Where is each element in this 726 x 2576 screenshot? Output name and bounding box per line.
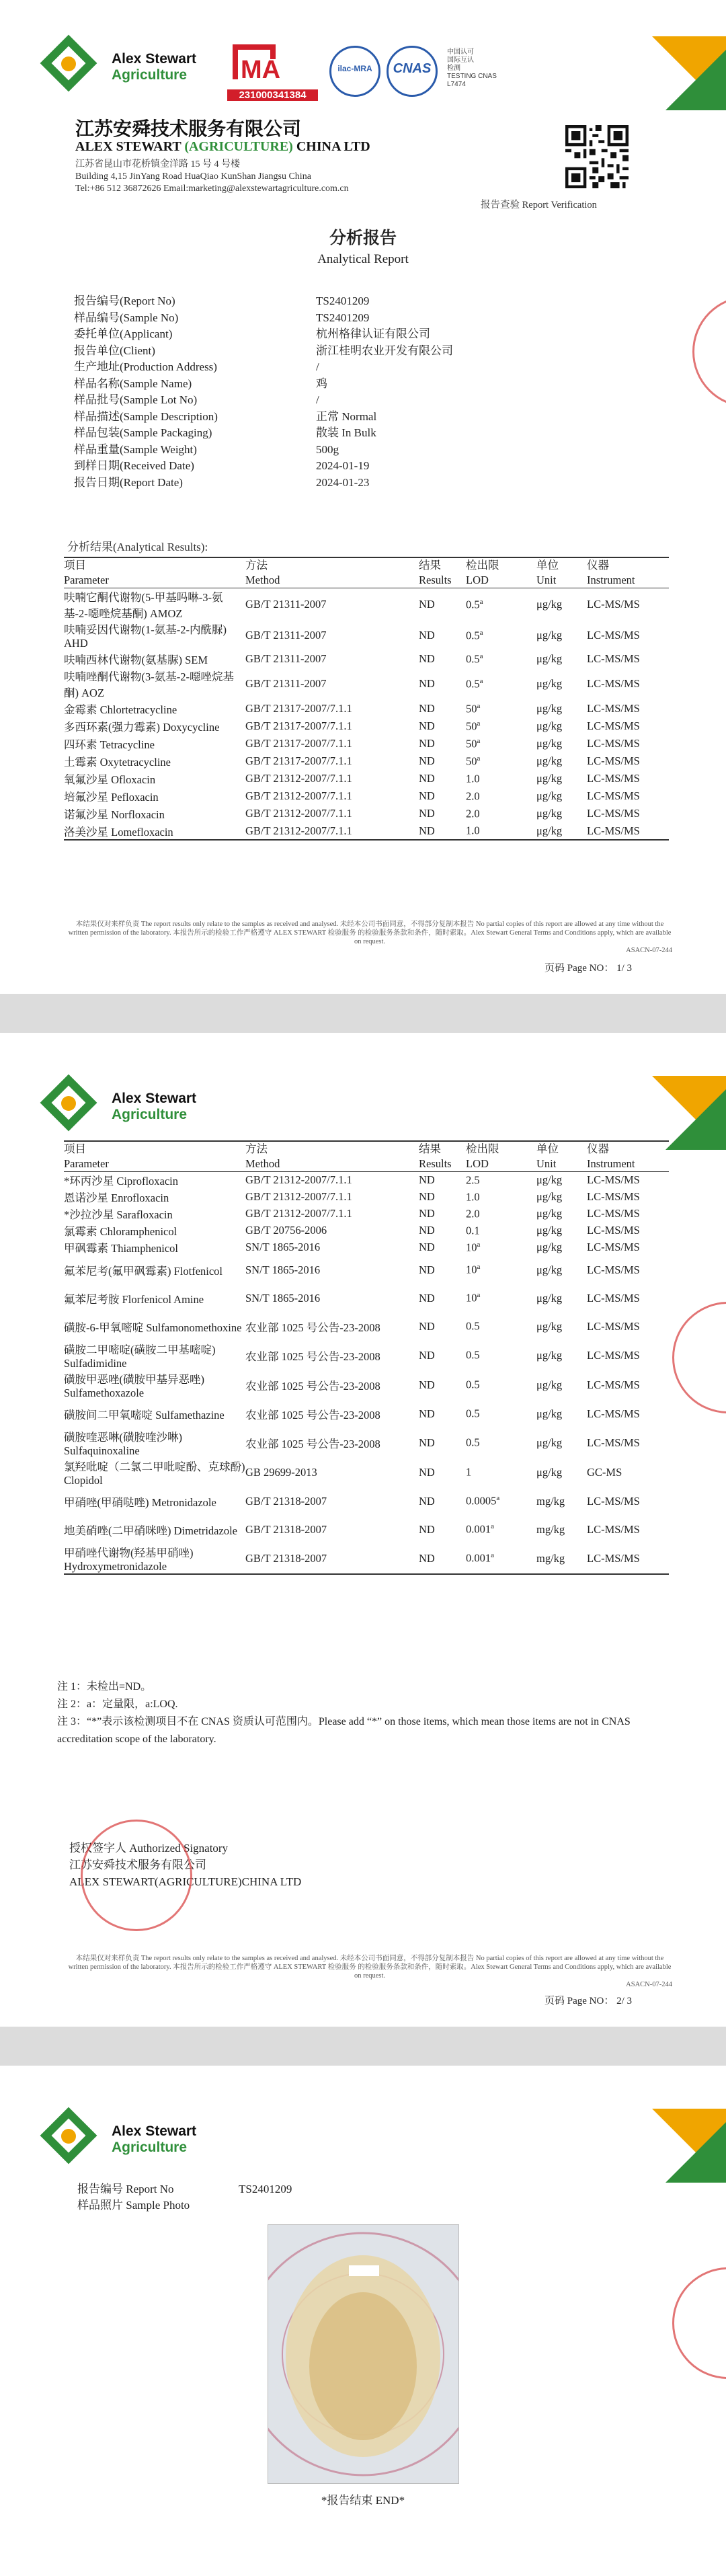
alex-stewart-logo: Alex Stewart Agriculture xyxy=(46,36,200,97)
table-cell: 0.5 xyxy=(466,1319,480,1333)
table-cell: 0.5$^a$ xyxy=(466,628,483,642)
table-cell: GB/T 21312-2007/7.1.1 xyxy=(245,1173,352,1187)
report-info-fields xyxy=(74,293,453,491)
table-cell: GB/T 21312-2007/7.1.1 xyxy=(245,807,352,820)
contact-line: Tel:+86 512 36872626 Email:marketing@alexstewartagriculture.com.cn xyxy=(75,184,349,194)
report-page-2 xyxy=(0,1033,726,2027)
table-cell: 农业部 1025 号公告-23-2008 xyxy=(245,1437,380,1450)
table-cell: ND xyxy=(419,754,435,767)
info-key: 样品描述(Sample Description) xyxy=(74,409,218,423)
official-seal-stamp xyxy=(81,1820,192,1931)
table-cell: LC-MS/MS xyxy=(587,789,640,802)
table-row xyxy=(64,1313,669,1341)
table-cell: 甲硝唑(甲硝哒唑) Metronidazole xyxy=(64,1495,216,1509)
info-key: 样品编号(Sample No) xyxy=(74,311,179,324)
address-en: Building 4,15 JinYang Road HuaQiao KunShan Jiangsu China xyxy=(75,171,311,182)
table-cell: μg/kg xyxy=(536,1378,563,1391)
table-row xyxy=(64,822,669,840)
corner-triangle-icon xyxy=(652,2109,726,2183)
notes-section: 注 1：未检出=ND。 注 2：a：定量限，a:LOQ. 注 3：“*”表示该检测项目不在 CNAS 资质认可范围内。Please add “*” on those items, which mean those items are not in CNAS accreditation scope of the laboratory. xyxy=(57,1681,631,1745)
table-cell: 磺胺喹恶啉(磺胺喹沙啉) Sulfaquinoxaline xyxy=(64,1430,182,1457)
results-table-page2: 项目 方法 结果 检出限 单位 仪器 Parameter Method Results LOD Unit Instrument *环丙沙星 Ciprofloxacin GB/T 21312-2007/7.1.1 ND 2.5 μg/kg LC-MS/MS 恩诺沙星 Enrofloxacin GB/T 21312-2007/7.1.1 ND 1.0 μg/kg LC-MS/MS *沙拉沙星 Sarafloxacin GB/T 21312-2007/7.1.1 ND 2.0 μg/kg LC-MS/MS 氯霉素 Chloramphenicol GB/T 20756-2006 ND 0.1 μg/kg LC-MS/MS 甲砜霉素 Thiamphenicol SN/T 1865-2016 ND 10$^a$ μg/kg LC-MS/MS 氟苯尼考(氟甲砜霉素) Flotfenicol SN/T 1865-2016 ND 10$^a$ μg/kg LC-MS/MS 氟苯尼考胺 Florfenicol Amine SN/T 1865-2016 ND 10$^a$ μg/kg LC-MS/MS 磺胺-6-甲氧嘧啶 Sulfamonomethoxine 农业部 1025 号公告-23-2008 ND 0.5 μg/kg LC-MS/MS 磺胺二甲嘧啶(磺胺二甲基嘧啶) Sulfadimidine 农业部 1025 号公告-23-2008 ND 0.5 μg/kg LC-MS/MS 磺胺甲恶唑(磺胺甲基异恶唑) Sulfamethoxazole 农业部 1025 号公告-23-2008 ND 0.5 μg/kg LC-MS/MS 磺胺间二甲氧嘧啶 Sulfamethazine 农业部 1025 号公告-23-2008 ND 0.5 μg/kg LC-MS/MS 磺胺喹恶啉(磺胺喹沙啉) Sulfaquinoxaline 农业部 1025 号公告-23-2008 ND 0.5 μg/kg LC-MS/MS 氯羟吡啶（二氯二甲吡啶酚、克球酚) Clopidol GB 29699-2013 ND 1 μg/kg GC-MS 甲硝唑(甲硝哒唑) Metronidazole GB/T 21318-2007 ND 0.0005$^a$ mg/kg LC-MS/MS 地美硝唑(二甲硝咪唑) Dimetridazole GB/T 21318-2007 ND 0.001$^a$ mg/kg LC-MS/MS 甲硝唑代谢物(羟基甲硝唑) Hydroxymetronidazole GB/T 21318-2007 ND 0.001$^a$ mg/kg LC-MS/MS xyxy=(64,1140,669,1575)
table-cell: 10$^a$ xyxy=(466,1291,481,1304)
table-cell: mg/kg xyxy=(536,1544,587,1574)
alex-stewart-logo: Alex Stewart Agriculture xyxy=(46,2109,200,2169)
report-end: *报告结束 END* xyxy=(321,2494,405,2507)
table-cell: SN/T 1865-2016 xyxy=(245,1241,321,1253)
report-page-3 xyxy=(0,2066,726,2576)
table-cell: GB 29699-2013 xyxy=(245,1465,317,1479)
table-row xyxy=(64,770,669,787)
table-cell: 洛美沙星 Lomefloxacin xyxy=(64,822,245,840)
table-cell: LC-MS/MS xyxy=(587,1436,640,1449)
company-name-en: ALEX STEWART (AGRICULTURE) CHINA LTD xyxy=(75,139,370,154)
info-row xyxy=(74,293,453,310)
table-cell: ND xyxy=(419,1173,435,1187)
info-value: / xyxy=(316,360,319,373)
table-cell: 1.0 xyxy=(466,1190,480,1204)
table-cell: GB/T 21311-2007 xyxy=(245,598,327,611)
table-row xyxy=(64,1172,669,1189)
table-cell: GB/T 21312-2007/7.1.1 xyxy=(245,789,352,802)
info-row xyxy=(74,376,453,393)
table-cell: μg/kg xyxy=(536,1407,563,1420)
cma-mark: MA 231000341384 xyxy=(227,39,318,105)
table-cell: ND xyxy=(419,789,435,802)
table-cell: 0.5 xyxy=(466,1348,480,1362)
table-cell: μg/kg xyxy=(536,1241,563,1253)
table-cell: 10$^a$ xyxy=(466,1263,481,1276)
table-cell: 农业部 1025 号公告-23-2008 xyxy=(245,1321,380,1334)
table-cell: ND xyxy=(419,1241,435,1253)
table-cell: ND xyxy=(419,1291,435,1304)
table-cell: LC-MS/MS xyxy=(587,754,640,767)
table-cell: LC-MS/MS xyxy=(587,737,640,750)
table-row xyxy=(64,805,669,822)
qr-code[interactable] xyxy=(565,125,629,188)
table-cell: ND xyxy=(419,598,435,611)
cnas-testing-label: 中国认可 国际互认 检测 TESTING CNAS L7474 xyxy=(447,48,497,88)
page-number: 页码 Page NO： 2/ 3 xyxy=(544,1996,632,2006)
corner-triangle-icon xyxy=(652,1076,726,1150)
table-cell: GB/T 21311-2007 xyxy=(245,652,327,665)
table-cell: ND xyxy=(419,807,435,820)
table-cell: ND xyxy=(419,822,466,840)
table-row xyxy=(64,621,669,650)
report-page-1 xyxy=(0,0,726,994)
table-cell: μg/kg xyxy=(536,719,563,732)
info-value: 散装 In Bulk xyxy=(316,426,376,439)
table-cell: GB/T 21312-2007/7.1.1 xyxy=(245,1207,352,1220)
table-cell: μg/kg xyxy=(536,677,563,690)
table-cell: 氟苯尼考胺 Florfenicol Amine xyxy=(64,1292,204,1306)
info-row xyxy=(74,425,453,442)
info-key: 报告日期(Report Date) xyxy=(74,475,183,489)
info-key: 样品包装(Sample Packaging) xyxy=(74,426,212,439)
table-cell: 四环素 Tetracycline xyxy=(64,738,155,751)
table-cell: μg/kg xyxy=(536,1291,563,1304)
info-value: 2024-01-23 xyxy=(316,475,370,489)
table-cell: ND xyxy=(419,629,435,641)
table-cell: 0.5 xyxy=(466,1407,480,1420)
table-cell: 磺胺间二甲氧嘧啶 Sulfamethazine xyxy=(64,1408,225,1421)
table-cell: GB/T 21317-2007/7.1.1 xyxy=(245,754,352,767)
table-cell: ND xyxy=(419,1494,435,1508)
table-cell: ND xyxy=(419,1319,435,1333)
info-value: 正常 Normal xyxy=(316,409,377,423)
table-row xyxy=(64,717,669,735)
table-cell: GB/T 21318-2007 xyxy=(245,1544,419,1574)
table-cell: 2.0 xyxy=(466,789,480,803)
ilac-mra-mark: ilac-MRA xyxy=(329,46,380,97)
table-cell: 0.001$^a$ xyxy=(466,1544,536,1574)
table-cell: ND xyxy=(419,772,435,785)
table-cell: LC-MS/MS xyxy=(587,1224,640,1237)
table-cell: μg/kg xyxy=(536,754,563,767)
table-cell: ND xyxy=(419,1207,435,1220)
disclaimer-footer: 本结果仅对来样负责 The report results only relate to the samples as received and analysed. 未经本公司书面同意，不得部分复制本报告 No partial copies of this report are allowed at any time without the written permission of the laboratory. 本报告所示的检验工作严格遵守 ALEX STEWART 检验服务 的检验服务条款和条件，随时索取。Alex Stewart General Terms and Conditions apply, which are available on request. ASACN-07-244 xyxy=(68,921,672,954)
table-cell: LC-MS/MS xyxy=(587,1407,640,1420)
table-cell: 1.0 xyxy=(466,772,480,785)
table-cell: μg/kg xyxy=(536,1190,563,1203)
table-cell: LC-MS/MS xyxy=(587,719,640,732)
table-cell: 1 xyxy=(466,1465,472,1479)
table-row xyxy=(64,650,669,668)
results-table-page1: 项目 方法 结果 检出限 单位 仪器 Parameter Method Results LOD Unit Instrument 呋喃它酮代谢物(5-甲基吗啉-3-氨基-2-噁唑烷基酮) AMOZ GB/T 21311-2007 ND 0.5$^a$ μg/kg LC-MS/MS 呋喃妥因代谢物(1-氨基-2-内酰脲) AHD GB/T 21311-2007 ND 0.5$^a$ μg/kg LC-MS/MS 呋喃西林代谢物(氨基脲) SEM GB/T 21311-2007 ND 0.5$^a$ μg/kg LC-MS/MS 呋喃唑酮代谢物(3-氨基-2-噁唑烷基酮) AOZ GB/T 21311-2007 ND 0.5$^a$ μg/kg LC-MS/MS 金霉素 Chlortetracycline GB/T 21317-2007/7.1.1 ND 50$^a$ μg/kg LC-MS/MS 多西环素(强力霉素) Doxycycline GB/T 21317-2007/7.1.1 ND 50$^a$ μg/kg LC-MS/MS 四环素 Tetracycline GB/T 21317-2007/7.1.1 ND 50$^a$ μg/kg LC-MS/MS 土霉素 Oxytetracycline GB/T 21317-2007/7.1.1 ND 50$^a$ μg/kg LC-MS/MS 氧氟沙星 Ofloxacin GB/T 21312-2007/7.1.1 ND 1.0 μg/kg LC-MS/MS 培氟沙星 Pefloxacin GB/T 21312-2007/7.1.1 ND 2.0 μg/kg LC-MS/MS 诺氟沙星 Norfloxacin GB/T 21312-2007/7.1.1 ND 2.0 μg/kg LC-MS/MS 洛美沙星 Lomefloxacin GB/T 21312-2007/7.1.1 ND 1.0 μg/kg LC-MS/MS xyxy=(64,557,669,841)
table-cell: μg/kg xyxy=(536,1173,563,1187)
table-cell: μg/kg xyxy=(536,1465,563,1479)
table-cell: 10$^a$ xyxy=(466,1240,481,1254)
table-cell: 金霉素 Chlortetracycline xyxy=(64,703,177,716)
table-cell: ND xyxy=(419,1544,466,1574)
table-cell: ND xyxy=(419,1407,435,1420)
info-value: TS2401209 xyxy=(316,295,370,307)
table-cell: μg/kg xyxy=(536,629,563,641)
table-cell: μg/kg xyxy=(536,807,563,820)
table-row xyxy=(64,668,669,700)
info-row xyxy=(74,392,453,409)
table-cell: LC-MS/MS xyxy=(587,772,640,785)
info-row xyxy=(74,475,453,492)
company-name-cn: 江苏安舜技术服务有限公司 xyxy=(75,119,302,140)
info-key: 样品名称(Sample Name) xyxy=(74,377,192,390)
table-cell: ND xyxy=(419,719,435,732)
table-cell: 2.5 xyxy=(466,1173,480,1187)
address-cn: 江苏省昆山市花桥镇金洋路 15 号 4 号楼 xyxy=(75,159,240,169)
table-row xyxy=(64,735,669,752)
table-row xyxy=(64,1256,669,1284)
table-cell: ND xyxy=(419,677,435,690)
info-row xyxy=(74,409,453,426)
table-cell: 氟苯尼考(氟甲砜霉素) Flotfenicol xyxy=(64,1264,223,1278)
info-key: 报告编号(Report No) xyxy=(74,295,175,307)
info-row xyxy=(74,326,453,343)
table-cell: 0.5 xyxy=(466,1436,480,1449)
table-cell: 甲砜霉素 Thiamphenicol xyxy=(64,1242,179,1255)
table-cell: GB/T 21318-2007 xyxy=(245,1494,327,1508)
table-cell: LC-MS/MS xyxy=(587,1291,640,1304)
info-value: 浙江桂明农业开发有限公司 xyxy=(316,344,453,357)
table-cell: ND xyxy=(419,1378,435,1391)
table-cell: μg/kg xyxy=(536,789,563,802)
sample-photo xyxy=(268,2224,459,2484)
table-cell: 1.0 xyxy=(466,822,536,840)
report-verification-label: 报告查验 Report Verification xyxy=(481,200,597,210)
table-cell: 2.0 xyxy=(466,807,480,820)
table-cell: μg/kg xyxy=(536,1207,563,1220)
table-cell: μg/kg xyxy=(536,1348,563,1362)
table-cell: GC-MS xyxy=(587,1465,622,1479)
report-title-en: Analytical Report xyxy=(317,252,409,266)
info-value: 鸡 xyxy=(316,377,327,390)
table-cell: μg/kg xyxy=(536,1436,563,1449)
table-cell: *沙拉沙星 Sarafloxacin xyxy=(64,1208,173,1221)
table-cell: ND xyxy=(419,1190,435,1203)
info-row xyxy=(74,458,453,475)
disclaimer-footer: 本结果仅对来样负责 The report results only relate to the samples as received and analysed. 未经本公司书面同意，不得部分复制本报告 No partial copies of this report are allowed at any time without the written permission of the laboratory. 本报告所示的检验工作严格遵守 ALEX STEWART 检验服务 的检验服务条款和条件，随时索取。Alex Stewart General Terms and Conditions apply, which are available on request. ASACN-07-244 xyxy=(68,1955,672,1988)
table-cell: GB/T 21312-2007/7.1.1 xyxy=(245,1190,352,1203)
table-row xyxy=(64,787,669,805)
table-cell: mg/kg xyxy=(536,1494,565,1508)
table-cell: 土霉素 Oxytetracycline xyxy=(64,756,171,769)
table-cell: LC-MS/MS xyxy=(587,1241,640,1253)
table-cell: 呋喃唑酮代谢物(3-氨基-2-噁唑烷基酮) AOZ xyxy=(64,670,234,699)
table-cell: 氯霉素 Chloramphenicol xyxy=(64,1225,177,1238)
cnas-mark: CNAS xyxy=(387,46,437,93)
table-cell: LC-MS/MS xyxy=(587,1263,640,1276)
table-cell: 0.0005$^a$ xyxy=(466,1494,500,1508)
table-cell: LC-MS/MS xyxy=(587,1348,640,1362)
table-cell: LC-MS/MS xyxy=(587,1378,640,1391)
table-cell: μg/kg xyxy=(536,598,563,611)
table-cell: ND xyxy=(419,1263,435,1276)
info-key: 生产地址(Production Address) xyxy=(74,360,217,373)
table-cell: ND xyxy=(419,1522,435,1536)
table-cell: *环丙沙星 Ciprofloxacin xyxy=(64,1175,179,1188)
table-cell: LC-MS/MS xyxy=(587,629,640,641)
table-cell: LC-MS/MS xyxy=(587,1522,640,1536)
table-cell: 磺胺-6-甲氧嘧啶 Sulfamonomethoxine xyxy=(64,1321,242,1334)
table-cell: 甲硝唑代谢物(羟基甲硝唑) Hydroxymetronidazole xyxy=(64,1544,245,1574)
table-cell: LC-MS/MS xyxy=(587,1173,640,1187)
table-cell: ND xyxy=(419,1465,435,1479)
table-row xyxy=(64,1400,669,1428)
table-cell: LC-MS/MS xyxy=(587,1207,640,1220)
svg-text:MA: MA xyxy=(241,56,281,84)
table-cell: 50$^a$ xyxy=(466,701,481,715)
table-row xyxy=(64,1428,669,1458)
table-row xyxy=(64,1206,669,1222)
table-cell: 0.5$^a$ xyxy=(466,676,483,691)
table-row xyxy=(64,1239,669,1256)
table-row xyxy=(64,700,669,717)
info-row xyxy=(74,343,453,360)
official-seal-stamp xyxy=(672,1302,726,1413)
table-cell: 恩诺沙星 Enrofloxacin xyxy=(64,1192,169,1204)
table-cell: LC-MS/MS xyxy=(587,822,669,840)
table-cell: GB/T 21317-2007/7.1.1 xyxy=(245,702,352,715)
table-cell: LC-MS/MS xyxy=(587,1319,640,1333)
alex-stewart-logo: Alex Stewart Agriculture xyxy=(46,1076,200,1136)
table-row xyxy=(64,1222,669,1239)
table-cell: LC-MS/MS xyxy=(587,677,640,690)
table-cell: SN/T 1865-2016 xyxy=(245,1263,321,1276)
table-cell: 2.0 xyxy=(466,1207,480,1220)
table-cell: LC-MS/MS xyxy=(587,598,640,611)
table-cell: 氧氟沙星 Ofloxacin xyxy=(64,773,156,786)
table-cell: GB/T 21317-2007/7.1.1 xyxy=(245,719,352,732)
report-title-cn: 分析报告 xyxy=(329,229,397,247)
table-cell: ND xyxy=(419,652,435,665)
table-cell: ND xyxy=(419,1224,435,1237)
table-row xyxy=(64,1458,669,1487)
table-cell: GB/T 20756-2006 xyxy=(245,1224,327,1237)
table-cell: μg/kg xyxy=(536,822,587,840)
table-row xyxy=(64,1516,669,1544)
table-cell: LC-MS/MS xyxy=(587,1494,640,1508)
table-cell: ND xyxy=(419,737,435,750)
info-value: TS2401209 xyxy=(316,311,370,324)
info-key: 委托单位(Applicant) xyxy=(74,327,173,340)
table-cell: GB/T 21317-2007/7.1.1 xyxy=(245,737,352,750)
results-label: 分析结果(Analytical Results): xyxy=(67,541,208,553)
table-cell: 农业部 1025 号公告-23-2008 xyxy=(245,1408,380,1421)
table-cell: 磺胺甲恶唑(磺胺甲基异恶唑) Sulfamethoxazole xyxy=(64,1372,204,1399)
table-cell: 多西环素(强力霉素) Doxycycline xyxy=(64,721,220,734)
table-cell: 50$^a$ xyxy=(466,736,481,750)
table-row xyxy=(64,1284,669,1313)
table-cell: SN/T 1865-2016 xyxy=(245,1291,321,1304)
table-row xyxy=(64,1487,669,1516)
table-cell: μg/kg xyxy=(536,737,563,750)
table-row xyxy=(64,1341,669,1370)
info-value: / xyxy=(316,393,319,406)
table-row xyxy=(64,588,669,621)
table-cell: 氯羟吡啶（二氯二甲吡啶酚、克球酚) Clopidol xyxy=(64,1460,245,1487)
table-cell: μg/kg xyxy=(536,652,563,665)
table-cell: 0.1 xyxy=(466,1224,480,1237)
info-key: 报告单位(Client) xyxy=(74,344,155,357)
table-cell: LC-MS/MS xyxy=(587,652,640,665)
table-cell: ND xyxy=(419,1436,435,1449)
table-row xyxy=(64,1370,669,1400)
table-cell: 诺氟沙星 Norfloxacin xyxy=(64,808,165,821)
table-cell: mg/kg xyxy=(536,1522,565,1536)
table-cell: 培氟沙星 Pefloxacin xyxy=(64,791,159,804)
official-seal-stamp xyxy=(672,2267,726,2379)
table-cell: LC-MS/MS xyxy=(587,807,640,820)
table-cell: ND xyxy=(419,1348,435,1362)
table-row xyxy=(64,1544,669,1574)
table-cell: LC-MS/MS xyxy=(587,702,640,715)
table-cell: 0.5$^a$ xyxy=(466,597,483,611)
table-cell: GB/T 21312-2007/7.1.1 xyxy=(245,772,352,785)
official-seal-stamp xyxy=(692,296,726,407)
table-cell: 0.5 xyxy=(466,1378,480,1391)
table-cell: 呋喃妥因代谢物(1-氨基-2-内酰脲) AHD xyxy=(64,623,227,650)
table-cell: 0.5$^a$ xyxy=(466,652,483,666)
table-cell: GB/T 21311-2007 xyxy=(245,629,327,641)
table-cell: 呋喃西林代谢物(氨基脲) SEM xyxy=(64,654,208,666)
info-key: 到样日期(Received Date) xyxy=(74,459,194,472)
table-cell: μg/kg xyxy=(536,1263,563,1276)
info-value: 500g xyxy=(316,442,339,456)
info-value: 2024-01-19 xyxy=(316,459,370,472)
table-cell: μg/kg xyxy=(536,1319,563,1333)
table-cell: 农业部 1025 号公告-23-2008 xyxy=(245,1350,380,1363)
table-cell: μg/kg xyxy=(536,702,563,715)
table-cell: 呋喃它酮代谢物(5-甲基吗啉-3-氨基-2-噁唑烷基酮) AMOZ xyxy=(64,591,223,620)
table-cell: μg/kg xyxy=(536,772,563,785)
signature-block: 授权签字人 Authorized Signatory 江苏安舜技术服务有限公司 ALEX STEWART(AGRICULTURE)CHINA LTD xyxy=(69,1842,302,1888)
table-cell: ND xyxy=(419,702,435,715)
table-cell: LC-MS/MS xyxy=(587,1190,640,1203)
info-value: 杭州格律认证有限公司 xyxy=(316,327,430,340)
table-cell: 农业部 1025 号公告-23-2008 xyxy=(245,1379,380,1393)
table-cell: LC-MS/MS xyxy=(587,1544,669,1574)
info-row xyxy=(74,442,453,459)
table-cell: GB/T 21312-2007/7.1.1 xyxy=(245,822,419,840)
table-cell: 50$^a$ xyxy=(466,719,481,733)
table-cell: μg/kg xyxy=(536,1224,563,1237)
table-cell: GB/T 21318-2007 xyxy=(245,1522,327,1536)
table-cell: 0.001$^a$ xyxy=(466,1522,495,1536)
page3-header: 报告编号 Report No TS2401209 样品照片 Sample Photo xyxy=(77,2183,292,2212)
info-row xyxy=(74,359,453,376)
table-cell: 地美硝唑(二甲硝咪唑) Dimetridazole xyxy=(64,1524,237,1537)
table-row xyxy=(64,752,669,770)
table-cell: 50$^a$ xyxy=(466,754,481,768)
info-row xyxy=(74,310,453,327)
table-cell: GB/T 21311-2007 xyxy=(245,677,327,690)
info-key: 样品批号(Sample Lot No) xyxy=(74,393,198,406)
table-row xyxy=(64,1189,669,1206)
info-key: 样品重量(Sample Weight) xyxy=(74,442,197,456)
table-cell: 磺胺二甲嘧啶(磺胺二甲基嘧啶) Sulfadimidine xyxy=(64,1343,216,1370)
corner-triangle-icon xyxy=(652,36,726,110)
page-number: 页码 Page NO： 1/ 3 xyxy=(544,963,632,974)
